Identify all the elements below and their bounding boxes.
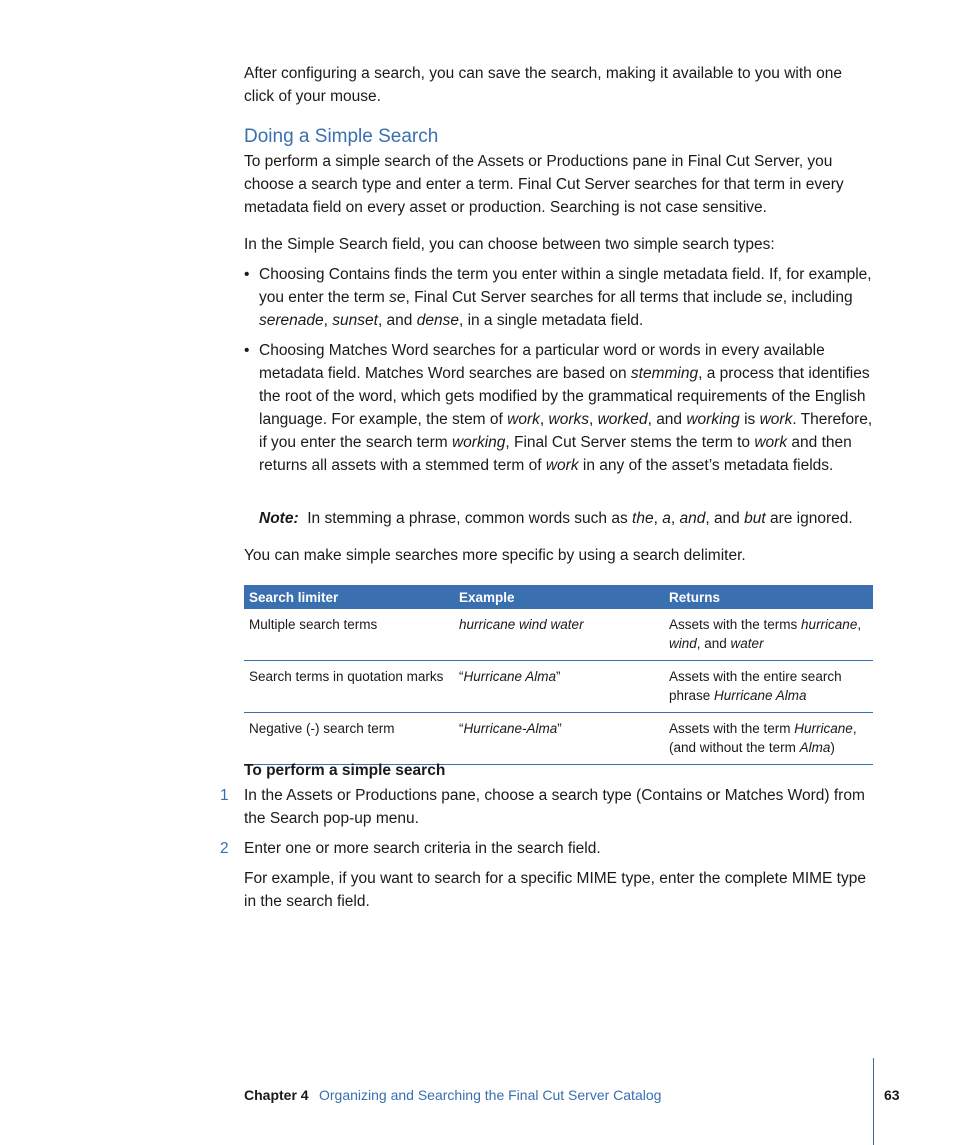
search-limiter-table (244, 585, 873, 765)
header-example: Example (454, 585, 664, 609)
section-title: Doing a Simple Search (244, 126, 439, 147)
step-1 (220, 784, 874, 830)
cell-limiter: Search terms in quotation marks (244, 661, 454, 713)
bullet-marker: • (244, 342, 250, 359)
cell-returns: Assets with the entire search phrase Hurricane Alma (664, 661, 873, 713)
footer-chapter: Chapter 4 (244, 1087, 309, 1103)
footer-divider (873, 1058, 874, 1145)
step-text: Enter one or more search criteria in the search field. (244, 840, 601, 857)
cell-limiter: Multiple search terms (244, 609, 454, 661)
step-2 (220, 837, 874, 860)
bullet-marker: • (244, 266, 250, 283)
note-label: Note: (259, 510, 299, 527)
bullet-matches-word (244, 339, 874, 477)
intro-paragraph: After configuring a search, you can save the search, making it available to you with one click of your mouse. (244, 65, 842, 105)
paragraph-simple-search: To perform a simple search of the Assets or Productions pane in Final Cut Server, you choose a search type and enter a term. Final Cut Server searches for that term in every metadata field on every asset or production. Searching is not case sensitive. (244, 153, 844, 216)
table-header-row (244, 585, 873, 609)
bullet-contains (244, 263, 874, 332)
cell-example: “Hurricane-Alma” (454, 713, 664, 765)
bullet-matches-word-text: Choosing Matches Word searches for a particular word or words in every available metadata field. Matches Word searches are based on stemming, a process that identifies the root of the word, which gets modified by the grammatical requirements of the English language. For example, the stem of work, works, worked, and working is work. Therefore, if you enter the search term working, Final Cut Server stems the term to work and then returns all assets with a stemmed term of work in any of the asset’s metadata fields. (259, 342, 873, 474)
cell-example: hurricane wind water (454, 609, 664, 661)
header-returns: Returns (664, 585, 873, 609)
note: Note: In stemming a phrase, common words such as the, a, and, and but are ignored. (259, 510, 853, 527)
paragraph-search-types: In the Simple Search field, you can choose between two simple search types: (244, 236, 775, 253)
page-number: 63 (884, 1087, 900, 1103)
step-2-followup: For example, if you want to search for a specific MIME type, enter the complete MIME type in the search field. (244, 870, 866, 910)
paragraph-delimiter: You can make simple searches more specific by using a search delimiter. (244, 547, 746, 564)
table-row (244, 661, 873, 713)
cell-limiter: Negative (-) search term (244, 713, 454, 765)
table-row (244, 609, 873, 661)
cell-returns: Assets with the terms hurricane, wind, and water (664, 609, 873, 661)
step-number: 2 (220, 840, 229, 857)
procedure-title: To perform a simple search (244, 762, 446, 779)
bullet-contains-text: Choosing Contains finds the term you enter within a single metadata field. If, for example, you enter the term se, Final Cut Server searches for all terms that include se, including serenade, sunset, and dense, in a single metadata field. (259, 266, 872, 329)
cell-returns: Assets with the term Hurricane, (and without the term Alma) (664, 713, 873, 765)
header-search-limiter: Search limiter (244, 585, 454, 609)
cell-example: “Hurricane Alma” (454, 661, 664, 713)
footer-chapter-title: Organizing and Searching the Final Cut Server Catalog (319, 1087, 662, 1103)
step-text: In the Assets or Productions pane, choose a search type (Contains or Matches Word) from the Search pop-up menu. (244, 787, 865, 827)
step-number: 1 (220, 787, 229, 804)
table-row (244, 713, 873, 765)
